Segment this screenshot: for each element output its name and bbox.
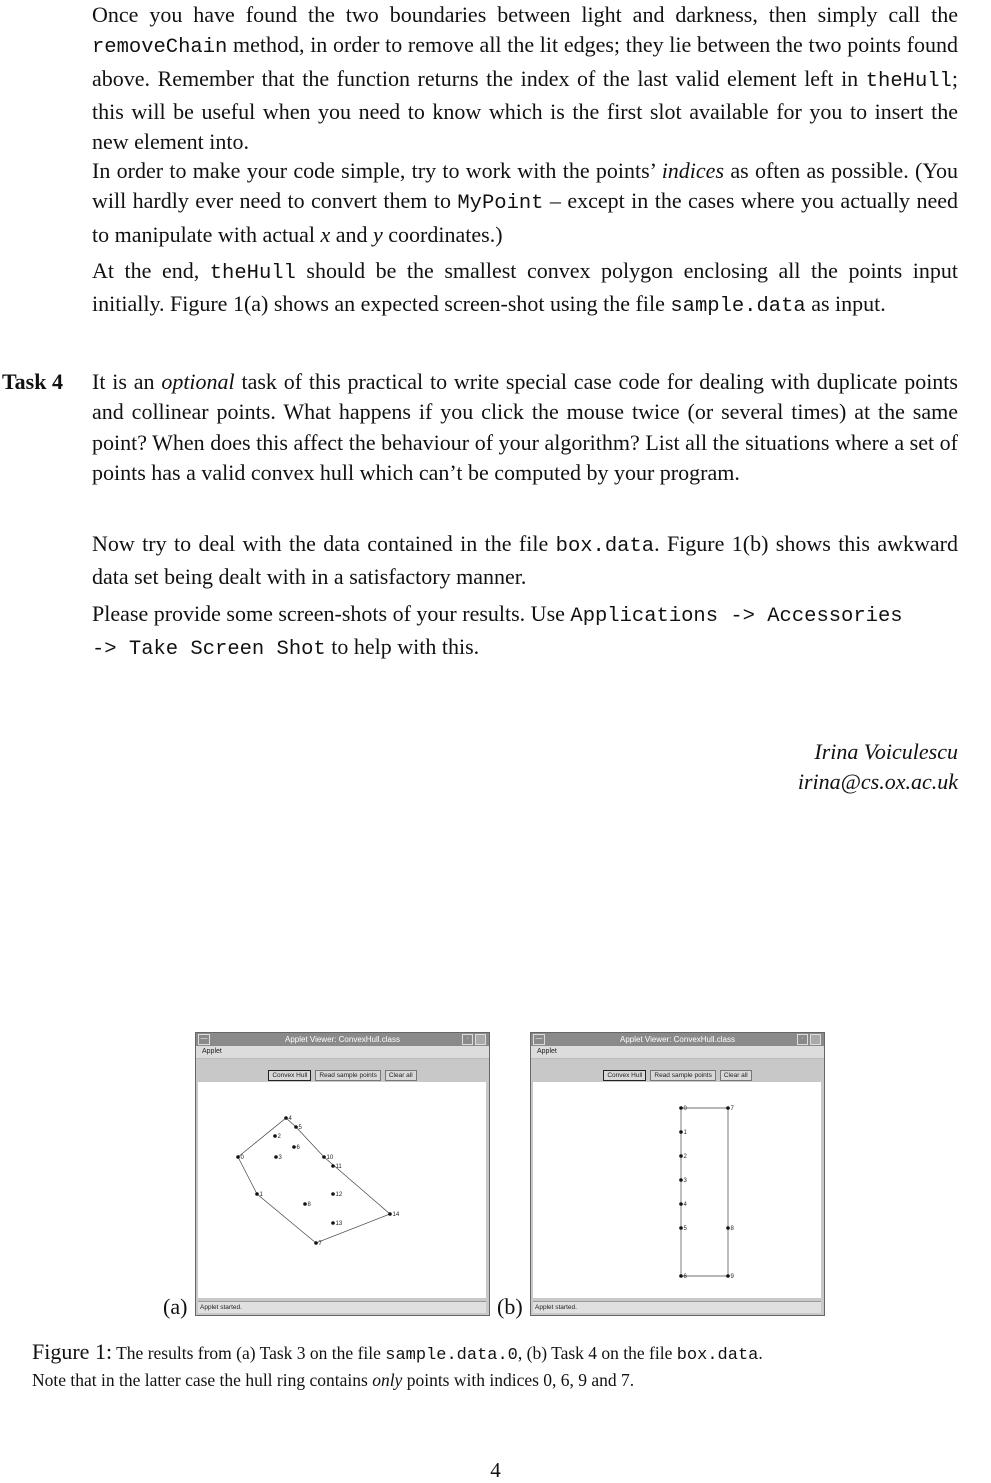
- applet-menu[interactable]: Applet: [531, 1046, 824, 1059]
- task-4-paragraph-3: Please provide some screen-shots of your results. Use Applications -> Accessories -> Take Screen Shot to help with this.: [92, 601, 903, 662]
- point-8: [303, 1202, 307, 1206]
- point-label-8: 8: [307, 1202, 311, 1208]
- point-4: [284, 1116, 288, 1120]
- task-4-label: Task 4: [2, 369, 63, 394]
- point-label-10: 10: [326, 1155, 334, 1161]
- point-label-4: 4: [288, 1116, 292, 1122]
- window-title-bar: [531, 1033, 824, 1046]
- point-label-8: 8: [730, 1226, 734, 1232]
- clear-all-button[interactable]: Clear all: [720, 1070, 752, 1081]
- convex-hull-button[interactable]: Convex Hull: [268, 1070, 311, 1081]
- figure-label-b: (b): [497, 1294, 523, 1319]
- point-label-14: 14: [392, 1212, 400, 1218]
- point-4: [679, 1202, 683, 1206]
- applet-window-b: [530, 1032, 825, 1316]
- point-6: [679, 1274, 683, 1278]
- point-label-1: 1: [259, 1192, 263, 1198]
- point-label-2: 2: [683, 1154, 687, 1160]
- code-mypoint: MyPoint: [457, 192, 544, 216]
- maximize-icon[interactable]: [810, 1034, 821, 1045]
- point-14: [388, 1212, 392, 1216]
- point-label-7: 7: [730, 1106, 734, 1112]
- point-10: [322, 1155, 326, 1159]
- point-label-4: 4: [683, 1202, 687, 1208]
- point-label-6: 6: [296, 1145, 300, 1151]
- figure-label-a: (a): [163, 1294, 188, 1319]
- read-sample-points-button[interactable]: Read sample points: [650, 1070, 715, 1081]
- point-label-5: 5: [683, 1226, 687, 1232]
- point-0: [679, 1106, 683, 1110]
- point-label-5: 5: [298, 1125, 302, 1131]
- task-4-paragraph-1: It is an optional task of this practical to write special case code for dealing with duplicate points and collinear points. What happens if you click the mouse twice (or several times) at the same point? When does this affect the behaviour of your algorithm? List all the situations where a set of points has a valid convex hull which can’t be computed by your program.: [92, 369, 958, 485]
- convex-hull-plot-a: [198, 1082, 486, 1298]
- maximize-icon[interactable]: [475, 1034, 486, 1045]
- point-label-13: 13: [335, 1221, 343, 1227]
- status-bar: Applet started.: [198, 1301, 486, 1313]
- paragraph-at-the-end: At the end, theHull should be the smallest convex polygon enclosing all the points input initially. Figure 1(a) shows an expected screen-shot using the file sample.data as input.: [92, 258, 958, 319]
- minimize-icon[interactable]: ·: [797, 1034, 808, 1045]
- toolbar: [531, 1059, 824, 1082]
- drawing-canvas[interactable]: [198, 1082, 486, 1298]
- author-name: Irina Voiculescu: [814, 739, 958, 764]
- window-menu-icon[interactable]: —: [533, 1034, 545, 1045]
- point-label-2: 2: [277, 1134, 281, 1140]
- point-8: [726, 1226, 730, 1230]
- point-6: [292, 1145, 296, 1149]
- point-0: [236, 1155, 240, 1159]
- point-5: [294, 1125, 298, 1129]
- point-7: [314, 1241, 318, 1245]
- status-bar: Applet started.: [533, 1301, 821, 1313]
- point-12: [331, 1192, 335, 1196]
- paragraph-remove-chain: Once you have found the two boundaries between light and darkness, then simply call the removeChain method, in order to remove all the lit edges; they lie between the two points found above. Remember that the function returns the index of the last valid element left in theHull; this will be useful when you need to know which is the first slot available for you to insert the new element into.: [92, 2, 958, 155]
- point-2: [273, 1134, 277, 1138]
- read-sample-points-button[interactable]: Read sample points: [315, 1070, 380, 1081]
- point-11: [331, 1164, 335, 1168]
- point-1: [255, 1192, 259, 1196]
- point-2: [679, 1154, 683, 1158]
- point-label-6: 6: [683, 1274, 687, 1280]
- applet-window-a: [195, 1032, 490, 1316]
- author-email: irina@cs.ox.ac.uk: [797, 769, 958, 794]
- point-label-0: 0: [240, 1155, 244, 1161]
- point-label-1: 1: [683, 1130, 687, 1136]
- toolbar: [196, 1059, 489, 1082]
- point-3: [679, 1178, 683, 1182]
- task-4-paragraph-2: Now try to deal with the data contained in the file box.data. Figure 1(b) shows this awkward data set being dealt with in a satisfactory manner.: [92, 531, 958, 590]
- page-number: 4: [490, 1458, 501, 1482]
- point-7: [726, 1106, 730, 1110]
- figure-caption: Figure 1: The results from (a) Task 3 on the file sample.data.0, (b) Task 4 on the file box.data. Note that in the latter case the hull ring contains only points with indices 0, 6, 9 and 7.: [32, 1339, 763, 1390]
- applet-menu[interactable]: Applet: [196, 1046, 489, 1059]
- point-label-11: 11: [335, 1164, 342, 1170]
- window-title: Applet Viewer: ConvexHull.class: [619, 1035, 735, 1044]
- point-3: [274, 1155, 278, 1159]
- code-removechain: removeChain: [92, 36, 228, 60]
- drawing-canvas[interactable]: [533, 1082, 821, 1298]
- window-menu-icon[interactable]: —: [198, 1034, 210, 1045]
- point-13: [331, 1221, 335, 1225]
- point-label-0: 0: [683, 1106, 687, 1112]
- clear-all-button[interactable]: Clear all: [385, 1070, 417, 1081]
- hull-polygon: [238, 1118, 390, 1243]
- window-title-bar: [196, 1033, 489, 1046]
- minimize-icon[interactable]: ·: [462, 1034, 473, 1045]
- point-label-7: 7: [318, 1241, 322, 1247]
- point-label-3: 3: [683, 1178, 687, 1184]
- window-title: Applet Viewer: ConvexHull.class: [284, 1035, 400, 1044]
- point-9: [726, 1274, 730, 1278]
- convex-hull-plot-b: [533, 1082, 821, 1298]
- convex-hull-button[interactable]: Convex Hull: [603, 1070, 646, 1081]
- point-1: [679, 1130, 683, 1134]
- paragraph-indices: In order to make your code simple, try to work with the points’ indices as often as possible. (You will hardly ever need to convert them to MyPoint – except in the cases where you actually need to manipulate with actual x and y coordinates.): [92, 158, 959, 247]
- point-label-12: 12: [335, 1192, 343, 1198]
- hull-polygon: [681, 1108, 728, 1276]
- point-label-3: 3: [278, 1155, 282, 1161]
- point-5: [679, 1226, 683, 1230]
- point-label-9: 9: [730, 1274, 734, 1280]
- code-thehull: theHull: [865, 69, 952, 93]
